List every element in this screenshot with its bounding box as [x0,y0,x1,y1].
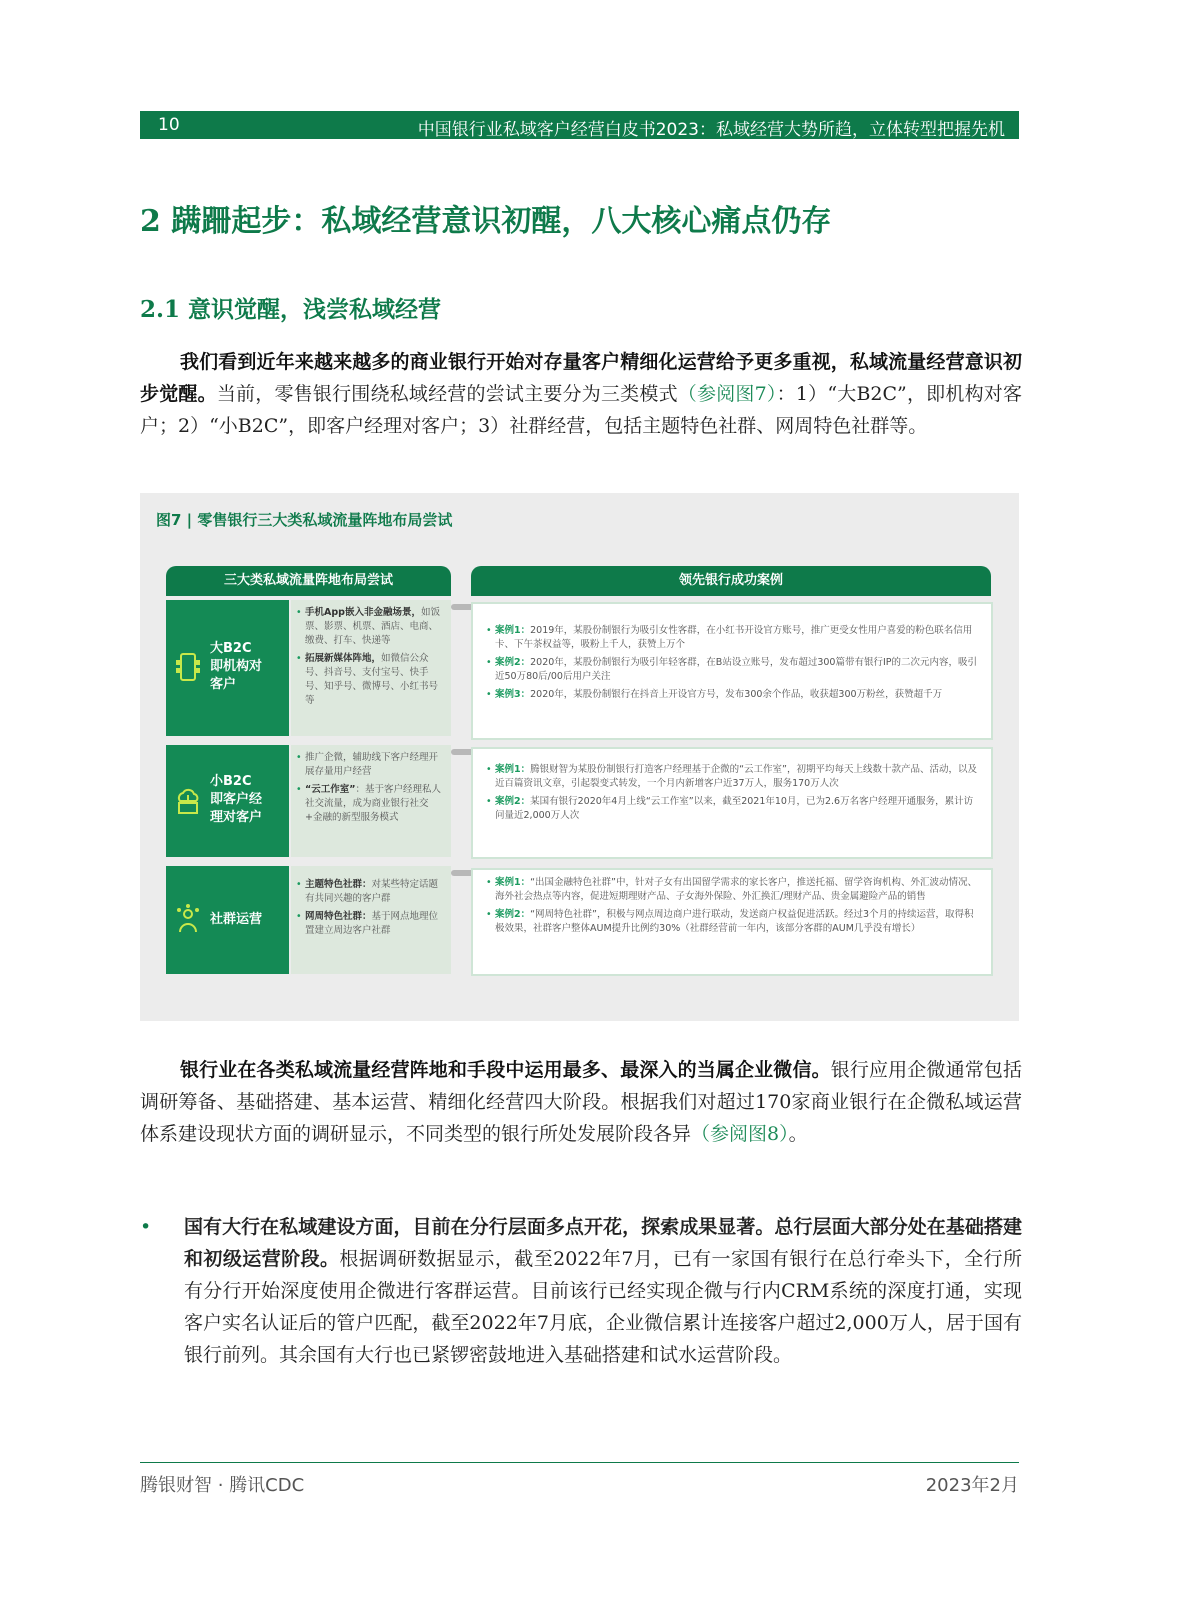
case-key: 案例1： [495,764,531,775]
row-label-line: 大B2C [210,641,252,656]
mode-item-bold: “云工作室” [305,784,356,795]
row-label-box [166,600,289,736]
case-key: 案例2： [495,796,531,807]
case-text: 2020年，某股份制银行在抖音上开设官方号，发布300余个作品，收获超300万粉丝，获赞超千万 [530,689,943,700]
case-item [495,624,981,652]
page-footer [140,1462,1019,1496]
row-mode-box [291,600,451,736]
mode-item-bold: 拓展新媒体阵地， [305,653,382,664]
bullet-item [140,1211,1022,1371]
mode-item-text: 对某些特定话题有共同兴趣的客户群 [305,879,439,904]
case-text: 腾银财智为某股份制银行打造客户经理基于企微的“云工作室”，初期平均每天上线数十款产品、活动，以及近百篇资讯文章，引起裂变式转发，一个月内新增客户近37万人，服务170万人次 [495,764,977,789]
row-label-line: 理对客户 [210,810,263,825]
mode-item-text: 推广企微，辅助线下客户经理开展存量用户经营 [305,752,439,777]
left-column-header: 三大类私域流量阵地布局尝试 [166,566,451,596]
row-label-box [166,866,289,974]
bullet-text [184,1211,1022,1371]
paragraph-2-bold: 银行业在各类私域流量经营阵地和手段中运用最多、最深入的当属企业微信。 [180,1059,831,1081]
mode-item-text: 基于网点地理位置建立周边客户社群 [305,911,439,936]
figure-7 [140,493,1019,1021]
row-label-line: 即客户经 [210,792,263,807]
mode-item-text: ：基于客户经理私人社交流量，成为商业银行社交+金融的新型服务模式 [305,784,442,823]
row-cases-box [471,602,993,740]
case-key: 案例1： [495,625,531,636]
section-heading: 2 蹒跚起步：私域经营意识初醒，八大核心痛点仍存 [140,204,832,239]
case-text: “网周特色社群”，积极与网点周边商户进行联动，发送商户权益促进活跃。经过3个月的持续运营，取得积极效果，社群客户整体AUM提升比例约30%（社群经营前一年内，该部分客群的AUM几乎没有增长） [495,909,974,934]
page-number: 10 [158,115,180,135]
footer-date: 2023年2月 [925,1475,1019,1496]
case-item [495,795,981,823]
document-title: 中国银行业私域客户经营白皮书2023：私域经营大势所趋，立体转型把握先机 [417,120,1005,140]
case-key: 案例1： [495,877,531,888]
case-item [495,908,981,936]
bullet-body: 根据调研数据显示，截至2022年7月，已有一家国有银行在总行牵头下，全行所有分行开始深度使用企微进行客群运营。目前该行已经实现企微与行内CRM系统的深度打通，实现客户实名认证后的管户匹配，截至2022年7月底，企业微信累计连接客户超过2,000万人，居于国有银行前列。其余国有大行也已紧锣密鼓地进入基础搭建和试水运营阶段。 [184,1248,1022,1366]
figure-title: 图7 | 零售银行三大类私域流量阵地布局尝试 [156,511,453,529]
mode-item [305,652,445,708]
row-label-line: 即机构对 [210,659,263,674]
bullet-dot-icon: • [140,1216,152,1238]
case-key: 案例2： [495,909,531,920]
figure-7-reference[interactable]: （参阅图7） [677,383,777,405]
mode-item [305,878,445,906]
bullet-bold: 国有大行在私域建设方面，目前在分行层面多点开花，探索成果显著。总行层面大部分处在基础搭建和初级运营阶段。 [184,1216,1022,1270]
case-item [495,763,981,791]
row-label [210,773,262,827]
paragraph-2 [140,1054,1022,1150]
paragraph-1-text: 当前，零售银行围绕私域经营的尝试主要分为三类模式 [216,383,678,405]
paragraph-2-text-2: 。 [788,1123,808,1145]
row-label [210,640,262,694]
mode-item-text: 如饭票、影票、机票、酒店、电商、缴费、打车、快递等 [305,607,440,646]
paragraph-1 [140,346,1022,442]
row-cases-box [471,868,993,976]
figure-8-reference[interactable]: （参阅图8） [691,1123,789,1145]
cloud-screen-icon [176,785,200,815]
case-item [495,876,981,904]
mode-item-bold: 网周特色社群： [305,911,372,922]
subsection-heading: 2.1 意识觉醒，浅尝私域经营 [140,296,442,323]
footer-publisher: 腾银财智 · 腾讯CDC [140,1475,305,1496]
row-label-box [166,745,289,857]
case-text: 2019年，某股份制银行为吸引女性客群，在小红书开设官方账号，推广更受女性用户喜爱的粉色联名信用卡、下午茶权益等，吸粉上千人，获赞上万个 [495,625,973,650]
community-people-icon [176,904,200,934]
mode-item-bold: 手机App嵌入非金融场景， [305,607,421,618]
paragraph-1-bold: 我们看到近年来越来越多的商业银行开始对存量客户精细化运营给予更多重视，私域流量经营意识初步觉醒。 [140,351,1022,405]
case-item [495,656,981,684]
case-text: 2020年，某股份制银行为吸引年轻客群，在B站设立账号，发布超过300篇带有银行IP的二次元内容，吸引近50万80后/00后用户关注 [495,657,977,682]
case-key: 案例2： [495,657,531,668]
mode-item [305,751,445,779]
paragraph-1-text-2: ：1）“大B2C”，即机构对客户；2）“小B2C”，即客户经理对客户；3）社群经营，包括主题特色社群、网周特色社群等。 [140,383,1022,437]
mode-item-text: 如微信公众号、抖音号、支付宝号、快手号、知乎号、微博号、小红书号等 [305,653,439,706]
case-text: 某国有银行2020年4月上线“云工作室”以来，截至2021年10月，已为2.6万名客户经理开通服务，累计访问量近2,000万人次 [495,796,974,821]
mode-item [305,783,445,825]
row-label [210,911,262,929]
row-label-line: 小B2C [210,774,252,789]
row-cases-box [471,747,993,859]
row-label-line: 客户 [210,677,237,692]
mode-item [305,910,445,938]
mode-item [305,606,445,648]
paragraph-2-text: 银行应用企微通常包括调研筹备、基础搭建、基本运营、精细化经营四大阶段。根据我们对超过170家商业银行在企微私域运营体系建设现状方面的调研显示，不同类型的银行所处发展阶段各异 [140,1059,1022,1145]
case-item [495,688,981,702]
running-header [140,111,1019,139]
mobile-app-icon [176,652,200,682]
right-column-header: 领先银行成功案例 [471,566,991,596]
row-label-line: 社群运营 [210,912,263,927]
row-mode-box [291,866,451,974]
mode-item-bold: 主题特色社群： [305,879,372,890]
case-text: “出国金融特色社群”中，针对子女有出国留学需求的家长客户，推送托福、留学咨询机构、外汇波动情况、海外社会热点等内容，促进短期理财产品、子女海外保险、外汇换汇/理财产品、贵金属避险产品的销售 [495,877,977,902]
row-mode-box [291,745,451,857]
case-key: 案例3： [495,689,531,700]
